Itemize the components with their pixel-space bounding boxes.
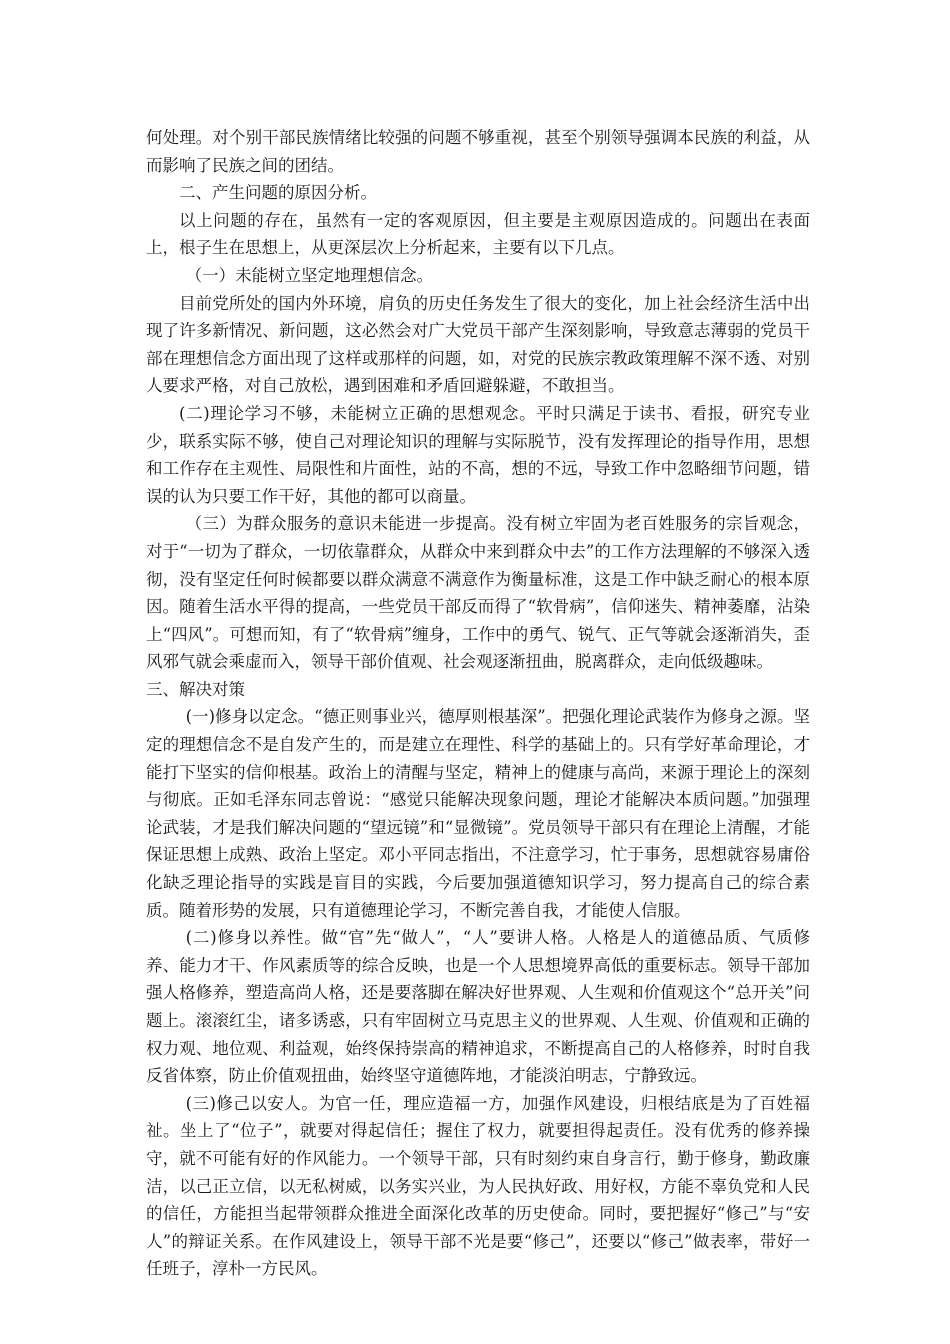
paragraph-solution-one: (一)修身以定念。“德正则事业兴，德厚则根基深”。把强化理论武装作为修身之源。坚定的理想信念不是自发产生的，而是建立在理性、科学的基础上的。只有学好革命理论，才能打下坚实的信仰根基。政治上的清醒与坚定，精神上的健康与高尚，来源于理论上的深刻与彻底。正如毛泽东同志曾说：“感觉只能解决现象问题，理论才能解决本质问题。”加强理论武装，才是我们解决问题的“望远镜”和“显微镜”。党员领导干部只有在理论上清醒，才能保证思想上成熟、政治上坚定。邓小平同志指出，不注意学习，忙于事务，思想就容易庸俗化缺乏理论指导的实践是盲目的实践，今后要加强道德知识学习，努力提高自己的综合素质。随着形势的发展，只有道德理论学习，不断完善自我，才能使人信服。 (146, 707, 810, 920)
paragraph-ideals: 目前党所处的国内外环境，肩负的历史任务发生了很大的变化，加上社会经济生活中出现了许多新情况、新问题，这必然会对广大党员干部产生深刻影响，导致意志薄弱的党员干部在理想信念方面出现了这样或那样的问题，如，对党的民族宗教政策理解不深不透、对别人要求严格，对自己放松，遇到困难和矛盾回避躲避，不敢担当。 (146, 293, 810, 396)
document-page (146, 124, 810, 1283)
paragraph-causes-intro: 以上问题的存在，虽然有一定的客观原因，但主要是主观原因造成的。问题出在表面上，根子生在思想上，从更深层次上分析起来，主要有以下几点。 (146, 210, 810, 258)
subheading-ideals: （一）未能树立坚定地理想信念。 (185, 265, 434, 285)
section-heading-causes: 二、产生问题的原因分析。 (179, 183, 377, 203)
paragraph-solution-three: (三)修己以安人。为官一任，理应造福一方，加强作风建设，归根结底是为了百姓福祉。坐上了“位子”，就要对得起信任；握住了权力，就要担得起责任。没有优秀的修养操守，就不可能有好的作风能力。一个领导干部，只有时刻约束自身言行，勤于修身，勤政廉洁，以己正立信，以无私树威，以务实兴业，为人民执好政、用好权，方能不辜负党和人民的信任，方能担当起带领群众推进全面深化改革的历史使命。同时，要把握好“修己”与“安人”的辩证关系。在作风建设上，领导干部不光是要“修己”，还要以“修己”做表率，带好一任班子，淳朴一方民风。 (146, 1093, 810, 1279)
paragraph-continuation: 何处理。对个别干部民族情绪比较强的问题不够重视，甚至个别领导强调本民族的利益，从而影响了民族之间的团结。 (146, 128, 810, 175)
section-heading-solutions: 三、解决对策 (146, 679, 245, 699)
paragraph-service-awareness: （三）为群众服务的意识未能进一步提高。没有树立牢固为老百姓服务的宗旨观念，对于“一切为了群众，一切依靠群众，从群众中来到群众中去”的工作方法理解的不够深入透彻，没有坚定任何时候都要以群众满意不满意作为衡量标准，这是工作中缺乏耐心的根本原因。随着生活水平得的提高，一些党员干部反而得了“软骨病”，信仰迷失、精神萎靡，沾染上“四风”。可想而知，有了“软骨病”缠身，工作中的勇气、锐气、正气等就会逐渐消失，歪风邪气就会乘虚而入，领导干部价值观、社会观逐渐扭曲，脱离群众，走向低级趣味。 (146, 514, 810, 672)
paragraph-theory-study: (二)理论学习不够，未能树立正确的思想观念。平时只满足于读书、看报，研究专业少，联系实际不够，使自己对理论知识的理解与实际脱节，没有发挥理论的指导作用，思想和工作存在主观性、局限性和片面性，站的不高，想的不远，导致工作中忽略细节问题，错误的认为只要工作干好，其他的都可以商量。 (146, 403, 810, 506)
paragraph-solution-two: (二)修身以养性。做“官”先“做人”，“人”要讲人格。人格是人的道德品质、气质修养、能力才干、作风素质等的综合反映，也是一个人思想境界高低的重要标志。领导干部加强人格修养，塑造高尚人格，还是要落脚在解决好世界观、人生观和价值观这个“总开关”问题上。滚滚红尘，诸多诱惑，只有牢固树立马克思主义的世界观、人生观、价值观和正确的权力观、地位观、利益观，始终保持崇高的精神追求，不断提高自己的人格修养，时时自我反省体察，防止价值观扭曲，始终坚守道德阵地，才能淡泊明志，宁静致远。 (146, 928, 810, 1086)
